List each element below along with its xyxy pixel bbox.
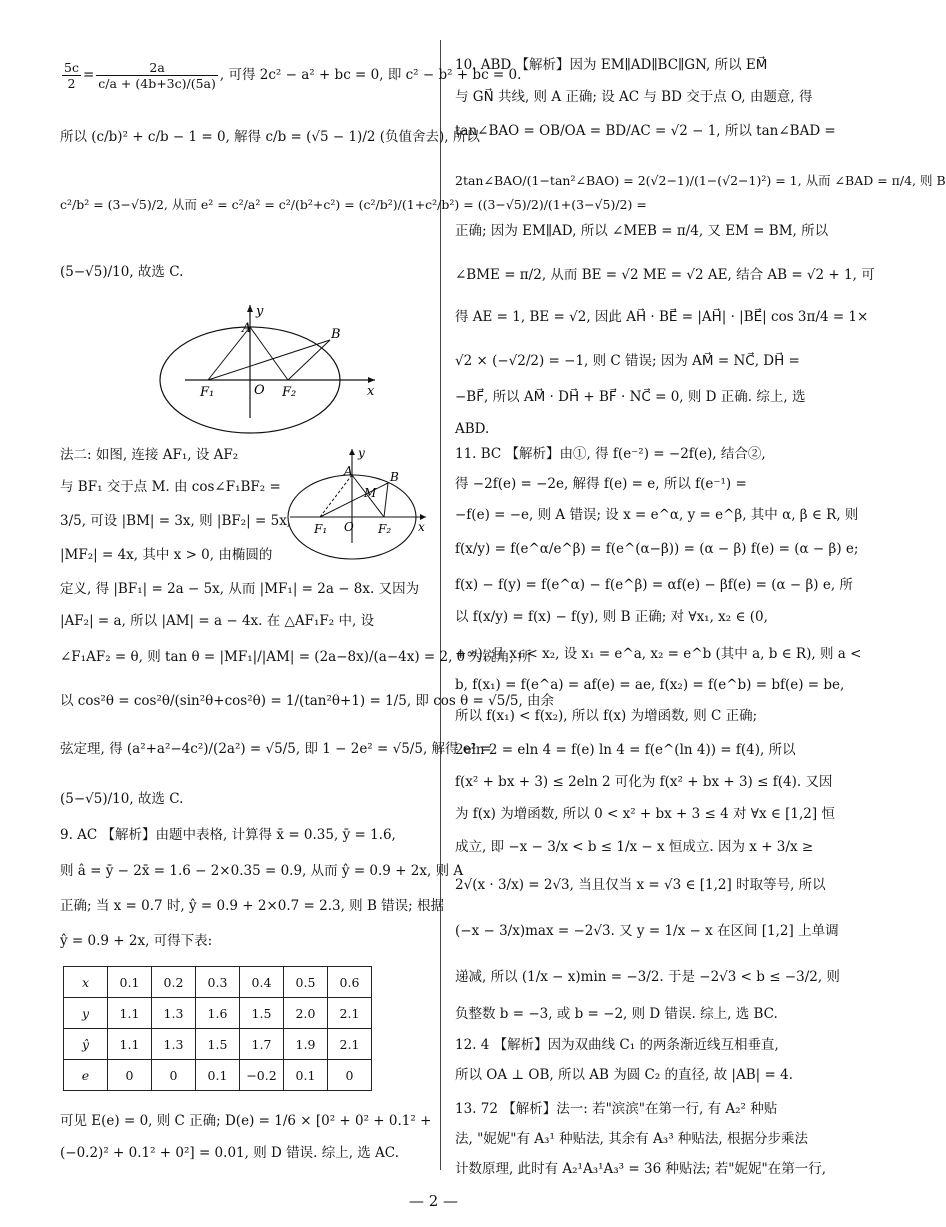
table-row bbox=[64, 998, 372, 1029]
frac-num: 2a bbox=[96, 60, 218, 76]
table-cell: 1.1 bbox=[108, 1029, 152, 1060]
text-line: 与 BF₁ 交于点 M. 由 cos∠F₁BF₂ = bbox=[60, 479, 281, 495]
text-line: 2√(x · 3/x) = 2√3, 当且仅当 x = √3 ∈ [1,2] 时取等号, 所以 bbox=[455, 877, 826, 893]
question-12-line: 12. 4 【解析】因为双曲线 C₁ 的两条渐近线互相垂直, bbox=[455, 1037, 779, 1053]
text-line: 2eln 2 = eln 4 = f(e) ln 4 = f(e^(ln 4)) = f(4), 所以 bbox=[455, 742, 796, 758]
text-line: 为 f(x) 为增函数, 所以 0 < x² + bx + 3 ≤ 4 对 ∀x ∈ [1,2] 恒 bbox=[455, 806, 835, 822]
arrow-icon bbox=[368, 377, 375, 383]
table-cell: 0.5 bbox=[284, 967, 328, 998]
eq-line-1: $\frac{5c}{2}$ = $\frac{2a}{c/a + (4b+3c)/(5a)}$ , 可得 2c² − a² + bc = 0, 即 c² − b² + bc = 0. bbox=[64, 60, 522, 91]
table-body bbox=[64, 967, 372, 1091]
segment bbox=[208, 340, 330, 380]
frac-num: 5c bbox=[64, 60, 79, 75]
text-line: 与 GN⃗ 共线, 则 A 正确; 设 AC 与 BD 交于点 O, 由题意, 得 bbox=[455, 89, 813, 105]
text-line: 则 â = ȳ − 2x̄ = 1.6 − 2×0.35 = 0.9, 从而 ŷ = 0.9 + 2x, 则 A bbox=[60, 863, 464, 879]
question-13-line: 13. 72 【解析】法一: 若"滨滨"在第一行, 有 A₂² 种贴 bbox=[455, 1101, 778, 1117]
label-B: B bbox=[390, 470, 399, 484]
text-line: 所以 (c/b)² + c/b − 1 = 0, 解得 c/b = (√5 − 1)/2 (负值舍去), 所以 bbox=[60, 129, 480, 145]
text-line: 所以 OA ⊥ OB, 所以 AB 为圆 C₂ 的直径, 故 |AB| = 4. bbox=[455, 1067, 793, 1083]
text-line: 定义, 得 |BF₁| = 2a − 5x, 从而 |MF₁| = 2a − 8x. 又因为 bbox=[60, 581, 420, 597]
table-cell: 0.1 bbox=[108, 967, 152, 998]
question-11-line: 11. BC 【解析】由①, 得 f(e⁻²) = −2f(e), 结合②, bbox=[455, 446, 766, 462]
table-cell: 0.1 bbox=[196, 1060, 240, 1091]
frac-den: c/a + (4b+3c)/(5a) bbox=[98, 76, 216, 91]
label-A: A bbox=[242, 321, 252, 336]
text-line: 递减, 所以 (1/x − x)min = −3/2. 于是 −2√3 < b ≤ −3/2, 则 bbox=[455, 969, 840, 985]
label-y: y bbox=[256, 304, 264, 319]
segment bbox=[288, 340, 330, 380]
table-cell: 0 bbox=[152, 1060, 196, 1091]
table-row bbox=[64, 1060, 372, 1091]
text-line: 成立, 即 −x − 3/x < b ≤ 1/x − x 恒成立. 因为 x + 3/x ≥ bbox=[455, 839, 814, 855]
text-line: 所以 f(x₁) < f(x₂), 所以 f(x) 为增函数, 则 C 正确; bbox=[455, 708, 758, 724]
text-line: 以 cos²θ = cos²θ/(sin²θ+cos²θ) = 1/(tan²θ+1) = 1/5, 即 cos θ = √5/5, 由余 bbox=[60, 693, 555, 709]
text-line: 计数原理, 此时有 A₂¹A₃¹A₃³ = 36 种贴法; 若"妮妮"在第一行, bbox=[455, 1161, 827, 1177]
text-line: c²/b² = (3−√5)/2, 从而 e² = c²/a² = c²/(b²+c²) = (c²/b²)/(1+c²/b²) = ((3−√5)/2)/(1+(3−√5)/2) = bbox=[60, 197, 647, 212]
text-line: ∠F₁AF₂ = θ, 则 tan θ = |MF₁|/|AM| = (2a−8x)/(a−4x) = 2, θ 为锐角, 所 bbox=[60, 649, 532, 665]
table-cell: 0 bbox=[328, 1060, 372, 1091]
table-cell: 0 bbox=[108, 1060, 152, 1091]
row-header-cell: y bbox=[64, 998, 108, 1029]
ellipse-figure-2 bbox=[288, 445, 428, 545]
text-line: f(x² + bx + 3) ≤ 2eln 2 可化为 f(x² + bx + 3) ≤ f(4). 又因 bbox=[455, 774, 833, 790]
segment bbox=[320, 483, 388, 517]
table-cell: 1.6 bbox=[196, 998, 240, 1029]
table-cell: 1.1 bbox=[108, 998, 152, 1029]
text-line: (5−√5)/10, 故选 C. bbox=[60, 791, 184, 807]
table-cell: 1.7 bbox=[240, 1029, 284, 1060]
page-number: — 2 — bbox=[408, 1192, 459, 1210]
text-line: 得 −2f(e) = −2e, 解得 f(e) = e, 所以 f(e⁻¹) = bbox=[455, 476, 747, 492]
label-F1: F₁ bbox=[200, 385, 215, 400]
row-header-cell: e bbox=[64, 1060, 108, 1091]
table-cell: 0.6 bbox=[328, 967, 372, 998]
text-line: f(x) − f(y) = f(e^α) − f(e^β) = αf(e) − βf(e) = (α − β) e, 所 bbox=[455, 577, 853, 593]
table-cell: 2.0 bbox=[284, 998, 328, 1029]
segment bbox=[320, 475, 352, 517]
residual-table bbox=[63, 966, 372, 1091]
table-cell: 0.3 bbox=[196, 967, 240, 998]
label-A: A bbox=[344, 464, 353, 478]
label-O: O bbox=[344, 520, 354, 534]
segment bbox=[250, 327, 288, 380]
text-line: 弦定理, 得 (a²+a²−4c²)/(2a²) = √5/5, 即 1 − 2e² = √5/5, 解得 e² = bbox=[60, 741, 492, 757]
text-line: −BF⃗, 所以 AM⃗ · DH⃗ + BF⃗ · NC⃗ = 0, 则 D 正确. 综上, 选 bbox=[455, 389, 806, 405]
label-F2: F₂ bbox=[282, 385, 297, 400]
table-cell: 1.5 bbox=[240, 998, 284, 1029]
arrow-icon bbox=[349, 449, 355, 455]
text-line: 以 f(x/y) = f(x) − f(y), 则 B 正确; 对 ∀x₁, x₂ ∈ (0, bbox=[455, 609, 768, 625]
question-9-line: 9. AC 【解析】由题中表格, 计算得 x̄ = 0.35, ȳ = 1.6, bbox=[60, 827, 396, 843]
table-row bbox=[64, 1029, 372, 1060]
table-cell: 1.5 bbox=[196, 1029, 240, 1060]
row-header-cell: x bbox=[64, 967, 108, 998]
text: , 可得 2c² − a² + bc = 0, 即 c² − b² + bc = 0. bbox=[219, 67, 522, 83]
row-header-cell: ŷ bbox=[64, 1029, 108, 1060]
text-line: −f(e) = −e, 则 A 错误; 设 x = e^α, y = e^β, 其中 α, β ∈ R, 则 bbox=[455, 507, 859, 523]
table-cell: 0.1 bbox=[284, 1060, 328, 1091]
text-line: 法, "妮妮"有 A₃¹ 种贴法, 其余有 A₃³ 种贴法, 根据分步乘法 bbox=[455, 1131, 808, 1147]
text-line: √2 × (−√2/2) = −1, 则 C 错误; 因为 AM⃗ = NC⃗, DH⃗ = bbox=[455, 353, 800, 369]
ellipse-figure-1 bbox=[180, 300, 380, 420]
label-y: y bbox=[358, 446, 365, 460]
text-line: (5−√5)/10, 故选 C. bbox=[60, 264, 184, 280]
text-line: +∞), 且 x₁ < x₂, 设 x₁ = e^a, x₂ = e^b (其中 a, b ∈ R), 则 a < bbox=[455, 646, 862, 662]
text-line: f(x/y) = f(e^α/e^β) = f(e^(α−β)) = (α − β) f(e) = (α − β) e; bbox=[455, 541, 859, 557]
text-line: (−0.2)² + 0.1² + 0²] = 0.01, 则 D 错误. 综上, 选 AC. bbox=[60, 1145, 399, 1161]
label-F1: F₁ bbox=[314, 522, 328, 536]
text-line: b, f(x₁) = f(e^a) = af(e) = ae, f(x₂) = f(e^b) = bf(e) = be, bbox=[455, 677, 845, 693]
text-line: (−x − 3/x)max = −2√3. 又 y = 1/x − x 在区间 [1,2] 上单调 bbox=[455, 923, 839, 939]
text-line: 负整数 b = −3, 或 b = −2, 则 D 错误. 综上, 选 BC. bbox=[455, 1006, 778, 1022]
segment bbox=[384, 483, 388, 517]
text-line: 正确; 因为 EM∥AD, 所以 ∠MEB = π/4, 又 EM = BM, 所以 bbox=[455, 223, 829, 239]
frac-den: 2 bbox=[67, 76, 76, 91]
text-line: ŷ = 0.9 + 2x, 可得下表: bbox=[60, 933, 213, 949]
text-line: 可见 E(e) = 0, 则 C 正确; D(e) = 1/6 × [0² + 0² + 0.1² + bbox=[60, 1113, 432, 1129]
label-O: O bbox=[254, 383, 265, 398]
text-line: 3/5, 可设 |BM| = 3x, 则 |BF₂| = 5x, bbox=[60, 513, 292, 529]
text-line: ABD. bbox=[455, 421, 490, 437]
table-cell: 2.1 bbox=[328, 998, 372, 1029]
text-line: 2tan∠BAO/(1−tan²∠BAO) = 2(√2−1)/(1−(√2−1)²) = 1, 从而 ∠BAD = π/4, 则 B bbox=[455, 173, 946, 188]
label-F2: F₂ bbox=[378, 522, 392, 536]
text-line: |AF₂| = a, 所以 |AM| = a − 4x. 在 △AF₁F₂ 中, 设 bbox=[60, 613, 375, 629]
label-x: x bbox=[367, 384, 375, 399]
arrow-icon bbox=[247, 305, 253, 312]
label-x: x bbox=[418, 520, 425, 534]
table-cell: 1.9 bbox=[284, 1029, 328, 1060]
text-line: 法二: 如图, 连接 AF₁, 设 AF₂ bbox=[60, 447, 239, 463]
table-cell: 1.3 bbox=[152, 998, 196, 1029]
table-cell: −0.2 bbox=[240, 1060, 284, 1091]
table-cell: 0.2 bbox=[152, 967, 196, 998]
label-M: M bbox=[364, 486, 377, 500]
question-10-line: 10. ABD 【解析】因为 EM∥AD∥BC∥GN, 所以 EM⃗ bbox=[455, 57, 768, 73]
table-cell: 2.1 bbox=[328, 1029, 372, 1060]
table-cell: 0.4 bbox=[240, 967, 284, 998]
text-line: |MF₂| = 4x, 其中 x > 0, 由椭圆的 bbox=[60, 547, 273, 563]
table-row bbox=[64, 967, 372, 998]
text-line: ∠BME = π/2, 从而 BE = √2 ME = √2 AE, 结合 AB = √2 + 1, 可 bbox=[455, 267, 875, 283]
table-cell: 1.3 bbox=[152, 1029, 196, 1060]
text-line: 正确; 当 x = 0.7 时, ŷ = 0.9 + 2×0.7 = 2.3, 则 B 错误; 根据 bbox=[60, 898, 445, 914]
text-line: 得 AE = 1, BE = √2, 因此 AH⃗ · BE⃗ = |AH⃗| · |BE⃗| cos 3π/4 = 1× bbox=[455, 309, 869, 325]
text-line: tan∠BAO = OB/OA = BD/AC = √2 − 1, 所以 tan∠BAD = bbox=[455, 123, 836, 139]
label-B: B bbox=[331, 327, 341, 342]
